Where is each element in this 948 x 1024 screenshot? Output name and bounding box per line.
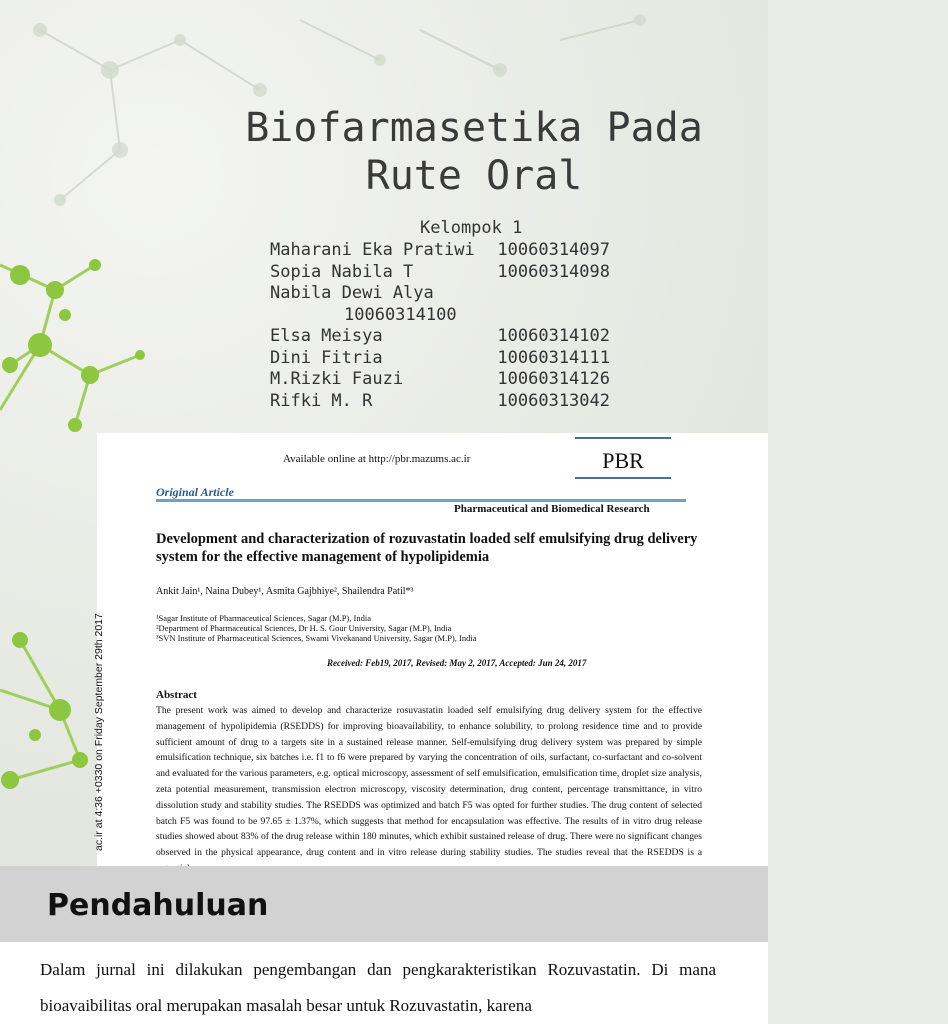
member-nim: 10060314097 [497, 240, 610, 260]
abstract-text: The present work was aimed to develop and characterize rosuvastatin loaded self emulsifying drug delivery system for the effective management of hypolipidemia (RSEDDS) for improving bioavailability, to enhance solubility, to prolong residence time and to provide sufficient amount of drug to a targets site in a sustained release manner. Self-emulsifying drug delivery system was prepared by simple emulsification technique, six batches i.e. f1 to f6 were prepared by varying the concentration of oils, surfactant, co-surfactant and co-solvent and evaluated for the various parameters, e.g. optical microscopy, assessment of self emulsification, emulsification time, droplet size analysis, zeta potential measurement, transmission electron microscopy, viscosity determination, drug content, percentage transmittance, in vitro dissolution study and stability studies. The RSEDDS was optimized and batch F5 was opted for further studies. The drug content of selected batch F5 was found to be 97.65 ± 1.37%, which suggests that method for encapsulation was effective. The results of in vitro drug release studies showed about 83% of the drug release within 180 minutes, which exhibit sustained release of drug. There were no significant changes observed in the physical appearance, drug content and in vitro release during stability studies. The studies reveal that the RSEDDS is a [156, 705, 702, 859]
paper-dates: Received: Feb19, 2017, Revised: May 2, 2017, Accepted: Jun 24, 2017 [327, 658, 587, 668]
affiliation: ¹Sagar Institute of Pharmaceutical Sciences, Sagar (M.P), India [156, 613, 371, 623]
paper-screenshot [93, 433, 768, 866]
member-nim: 10060314102 [497, 326, 610, 346]
section-body: Dalam jurnal ini dilakukan pengembangan dan pengkarakteristikan Rozuvastatin. Di mana bioavaibilitas oral merupakan masalah besar untuk Rozuvastatin, karena [40, 960, 716, 1015]
member-nim: 10060313042 [497, 390, 610, 411]
member-row [270, 326, 610, 348]
availability-line: Available online at http://pbr.mazums.ac.ir [283, 453, 471, 465]
member-row [270, 240, 610, 262]
slide-title-line-1: Biofarmasetika Pada [245, 105, 703, 151]
download-stamp: ac.ir at 4:36 +0330 on Friday September 29th 2017 [93, 613, 105, 851]
intro-section [0, 866, 768, 1024]
group-heading: Kelompok 1 [420, 218, 523, 238]
journal-logo-text: PBR [602, 448, 644, 473]
member-nim: 10060314126 [497, 369, 610, 389]
logo-rule-bottom [575, 477, 671, 479]
journal-rule [156, 499, 686, 502]
member-row [270, 369, 610, 391]
member-nim: 10060314111 [497, 347, 610, 368]
journal-logo [575, 437, 671, 479]
logo-rule-top [575, 437, 671, 439]
section-heading: Pendahuluan [47, 888, 269, 923]
member-name: Nabila Dewi Alya [270, 283, 434, 303]
paper-authors: Ankit Jain¹, Naina Dubey¹, Asmita Gajbhiye², Shailendra Patil*³ [156, 586, 414, 597]
journal-name: Pharmaceutical and Biomedical Research [454, 503, 650, 515]
article-type: Original Article [156, 485, 234, 499]
slide-title [0, 104, 948, 200]
member-nim: 10060314098 [497, 261, 610, 282]
member-name: Elsa Meisya [270, 326, 383, 346]
member-row [270, 283, 610, 326]
member-name: Sopia Nabila T [270, 261, 414, 282]
member-name: Maharani Eka Pratiwi [270, 240, 475, 260]
member-row [270, 348, 610, 370]
member-name: M.Rizki Fauzi [270, 369, 404, 389]
member-row [270, 391, 610, 413]
member-row [270, 262, 610, 284]
member-nim: 10060314100 [344, 304, 457, 325]
slide-title-line-2: Rute Oral [365, 153, 583, 199]
abstract-heading: Abstract [156, 689, 197, 701]
affiliation: ³SVN Institute of Pharmaceutical Sciences, Swami Vivekanand University, Sagar (M.P), India [156, 633, 477, 643]
paper-title: Development and characterization of rozuvastatin loaded self emulsifying drug delivery system for the effective management of hypolipidemia [156, 531, 698, 565]
member-name: Dini Fitria [270, 347, 383, 368]
member-name: Rifki M. R [270, 390, 373, 411]
member-list [270, 240, 610, 412]
affiliation: ²Department of Pharmaceutical Sciences, Dr H. S. Gour University, Sagar (M.P), India [156, 623, 452, 633]
